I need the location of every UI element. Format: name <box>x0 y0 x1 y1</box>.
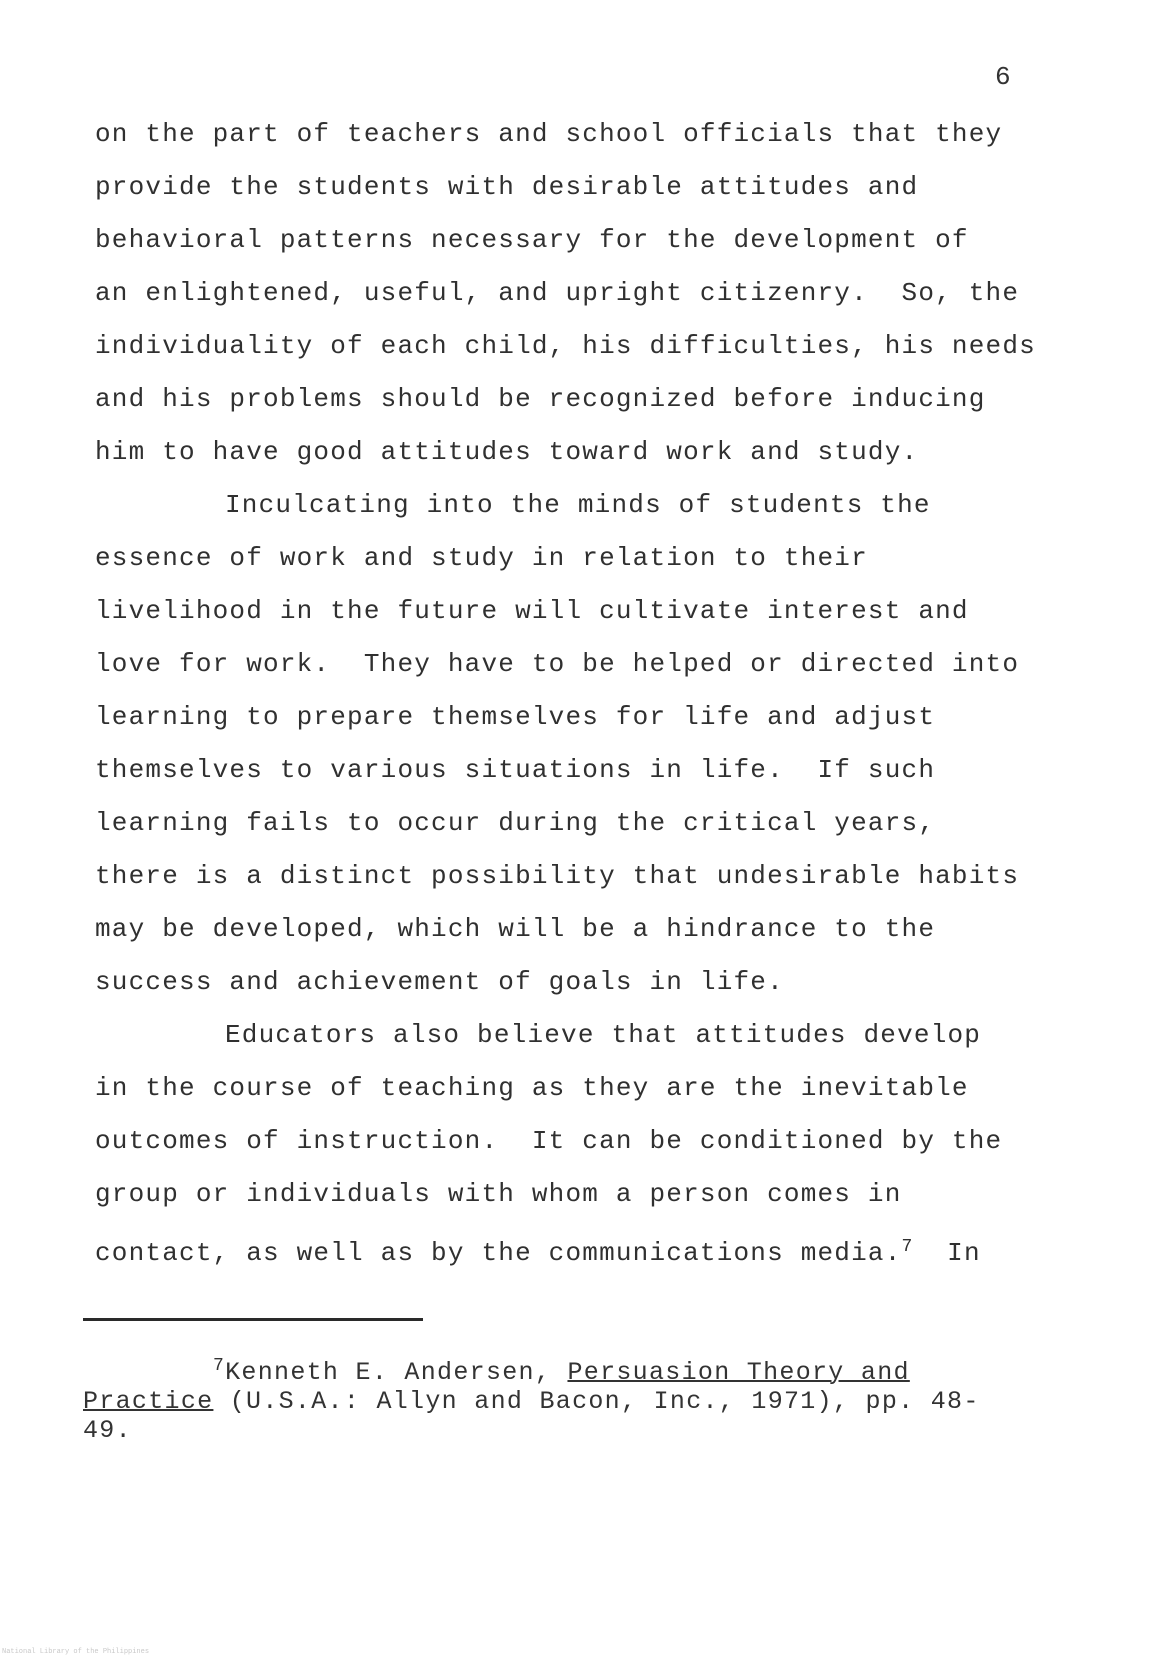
page-number: 6 <box>995 62 1011 92</box>
text-line: an enlightened, useful, and upright citizenry. So, the <box>95 278 1020 308</box>
text-line: learning to prepare themselves for life and adjust <box>95 702 936 732</box>
footnote-rule <box>83 1318 423 1321</box>
text-line: contact, as well as by the communications media. <box>95 1238 902 1268</box>
paragraph-2 <box>95 479 1055 1009</box>
body-text <box>95 108 1055 1274</box>
text-line: livelihood in the future will cultivate interest and <box>95 596 969 626</box>
text-line: Educators also believe that attitudes develop <box>225 1020 982 1050</box>
text-line: Inculcating into the minds of students the <box>225 490 931 520</box>
text-line: provide the students with desirable attitudes and <box>95 172 919 202</box>
text-line: learning fails to occur during the critical years, <box>95 808 936 838</box>
text-line: individuality of each child, his difficulties, his needs <box>95 331 1036 361</box>
footnote-title: Persuasion Theory and <box>567 1358 910 1387</box>
text-line: love for work. They have to be helped or directed into <box>95 649 1020 679</box>
text-line: him to have good attitudes toward work and study. <box>95 437 919 467</box>
text-line: group or individuals with whom a person comes in <box>95 1179 902 1209</box>
footnote <box>83 1352 1043 1445</box>
trailing-word: In <box>947 1238 981 1268</box>
text-line: there is a distinct possibility that undesirable habits <box>95 861 1020 891</box>
text-line-with-footnote <box>95 1221 1055 1274</box>
text-line: behavioral patterns necessary for the development of <box>95 225 969 255</box>
footnote-author: Kenneth E. Andersen, <box>225 1358 568 1387</box>
text-line: outcomes of instruction. It can be conditioned by the <box>95 1126 1003 1156</box>
paragraph-3 <box>95 1009 1055 1274</box>
footnote-line-3: 49. <box>83 1416 132 1445</box>
text-line: on the part of teachers and school officials that they <box>95 119 1003 149</box>
paragraph-1 <box>95 108 1055 479</box>
footnote-reference: 7 <box>901 1237 914 1257</box>
text-line: and his problems should be recognized before inducing <box>95 384 986 414</box>
text-line: success and achievement of goals in life. <box>95 967 784 997</box>
text-line: may be developed, which will be a hindrance to the <box>95 914 936 944</box>
footnote-title-cont: Practice <box>83 1387 214 1416</box>
footnote-line-1 <box>83 1352 1043 1387</box>
footnote-publication: (U.S.A.: Allyn and Bacon, Inc., 1971), pp. 48- <box>213 1387 980 1416</box>
text-line: themselves to various situations in life. If such <box>95 755 936 785</box>
scan-watermark: National Library of the Philippines <box>2 1648 150 1656</box>
footnote-marker: 7 <box>213 1356 226 1376</box>
footnote-line-2 <box>83 1387 1043 1416</box>
text-line: in the course of teaching as they are the inevitable <box>95 1073 969 1103</box>
text-line: essence of work and study in relation to their <box>95 543 868 573</box>
